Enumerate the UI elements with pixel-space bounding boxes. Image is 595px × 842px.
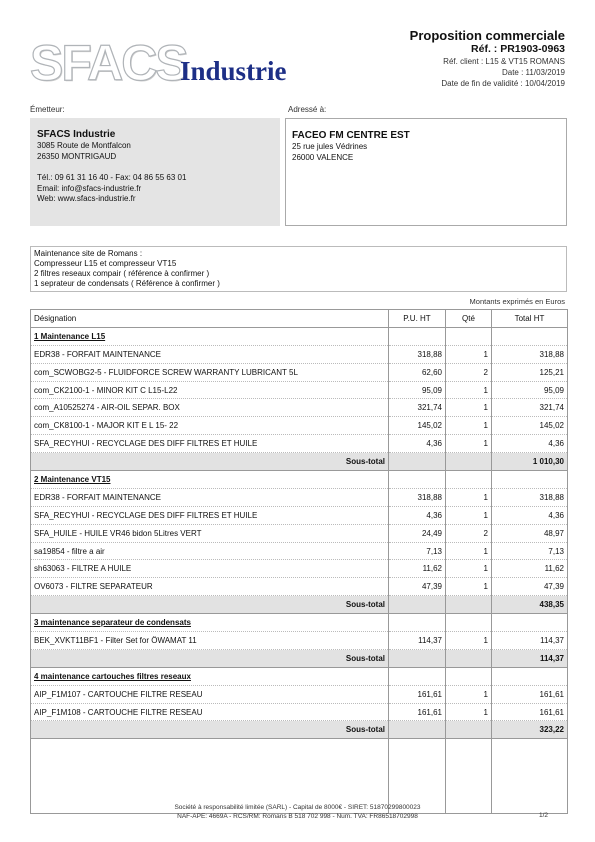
table-row [31, 506, 568, 524]
page-number: 1/2 [538, 812, 548, 819]
item-designation: EDR38 - FORFAIT MAINTENANCE [31, 345, 389, 363]
document-reference: Réf. : PR1903-0963 [471, 43, 565, 55]
emitter-phone: Tél.: 09 61 31 16 40 - Fax: 04 86 55 63 01 [37, 173, 187, 182]
document-date: Date : 11/03/2019 [501, 68, 565, 77]
item-unit-price: 161,61 [389, 703, 446, 721]
subtotal-row [31, 453, 568, 471]
description-line: 2 filtres reseaux compair ( référence à confirmer ) [34, 269, 210, 278]
emitter-web: Web: www.sfacs-industrie.fr [37, 194, 136, 203]
item-quantity: 1 [446, 435, 492, 453]
table-row [31, 345, 568, 363]
empty-cell [446, 721, 492, 739]
item-unit-price: 47,39 [389, 578, 446, 596]
subtotal-value: 114,37 [492, 649, 568, 667]
section-title: 3 maintenance separateur de condensats [31, 614, 389, 632]
item-designation: com_CK2100-1 - MINOR KIT C L15-L22 [31, 381, 389, 399]
item-unit-price: 11,62 [389, 560, 446, 578]
section-title: 1 Maintenance L15 [31, 327, 389, 345]
item-unit-price: 145,02 [389, 417, 446, 435]
section-title-row [31, 471, 568, 489]
item-unit-price: 4,36 [389, 435, 446, 453]
client-reference: Réf. client : L15 & VT15 ROMANS [443, 57, 565, 66]
item-quantity: 1 [446, 632, 492, 650]
empty-cell [446, 327, 492, 345]
item-designation: SFA_RECYHUI - RECYCLAGE DES DIFF FILTRES ET HUILE [31, 435, 389, 453]
item-unit-price: 7,13 [389, 542, 446, 560]
item-designation: OV6073 - FILTRE SEPARATEUR [31, 578, 389, 596]
table-row [31, 435, 568, 453]
document-title: Proposition commerciale [409, 28, 565, 43]
description-box [30, 246, 567, 292]
empty-cell [389, 667, 446, 685]
item-unit-price: 95,09 [389, 381, 446, 399]
recipient-address-line2: 26000 VALENCE [292, 152, 354, 162]
item-designation: sa19854 - filtre a air [31, 542, 389, 560]
logo-brand: SFACS [30, 35, 187, 91]
section-title-row [31, 327, 568, 345]
item-unit-price: 62,60 [389, 363, 446, 381]
item-total: 11,62 [492, 560, 568, 578]
subtotal-label: Sous-total [31, 649, 389, 667]
table-row [31, 363, 568, 381]
item-total: 7,13 [492, 542, 568, 560]
item-total: 145,02 [492, 417, 568, 435]
item-total: 47,39 [492, 578, 568, 596]
item-quantity: 1 [446, 488, 492, 506]
empty-cell [492, 667, 568, 685]
emitter-address-line2: 26350 MONTRIGAUD [37, 151, 117, 161]
table-row [31, 399, 568, 417]
footer-line1: Société à responsabilité limitée (SARL) - Capital de 8000€ - SIRET: 51870299800023 [174, 804, 421, 811]
section-title-row [31, 667, 568, 685]
logo-suffix: Industrie [180, 56, 287, 86]
empty-cell [389, 649, 446, 667]
emitter-box [30, 118, 280, 226]
table-row [31, 381, 568, 399]
section-title: 4 maintenance cartouches filtres reseaux [31, 667, 389, 685]
item-quantity: 1 [446, 560, 492, 578]
emitter-address-line1: 3085 Route de Montfalcon [37, 141, 131, 150]
item-designation: com_A10525274 - AIR-OIL SEPAR. BOX [31, 399, 389, 417]
recipient-box [285, 118, 567, 226]
item-unit-price: 161,61 [389, 685, 446, 703]
table-row [31, 524, 568, 542]
item-quantity: 1 [446, 685, 492, 703]
empty-cell [446, 614, 492, 632]
item-total: 318,88 [492, 345, 568, 363]
item-total: 161,61 [492, 703, 568, 721]
item-quantity: 1 [446, 399, 492, 417]
item-quantity: 1 [446, 345, 492, 363]
item-unit-price: 318,88 [389, 488, 446, 506]
empty-cell [389, 596, 446, 614]
table-row [31, 578, 568, 596]
item-total: 125,21 [492, 363, 568, 381]
item-total: 318,88 [492, 488, 568, 506]
subtotal-row [31, 721, 568, 739]
item-designation: com_CK8100-1 - MAJOR KIT E L 15- 22 [31, 417, 389, 435]
col-header-designation: Désignation [31, 310, 389, 328]
empty-cell [389, 453, 446, 471]
recipient-address-line1: 25 rue jules Védrines [292, 142, 368, 151]
subtotal-value: 1 010,30 [492, 453, 568, 471]
items-table [30, 309, 568, 814]
table-row [31, 685, 568, 703]
item-quantity: 2 [446, 363, 492, 381]
empty-cell [446, 649, 492, 667]
document-header [410, 28, 565, 89]
item-designation: AIP_F1M107 - CARTOUCHE FILTRE RESEAU [31, 685, 389, 703]
empty-cell [492, 327, 568, 345]
table-row [31, 703, 568, 721]
empty-cell [389, 327, 446, 345]
item-designation: SFA_HUILE - HUILE VR46 bidon 5Litres VERT [31, 524, 389, 542]
table-row [31, 632, 568, 650]
col-header-total: Total HT [492, 310, 568, 328]
legal-footer [0, 803, 595, 821]
recipient-name: FACEO FM CENTRE EST [292, 130, 410, 141]
empty-cell [389, 471, 446, 489]
amounts-currency-note: Montants exprimés en Euros [469, 297, 565, 306]
item-designation: sh63063 - FILTRE A HUILE [31, 560, 389, 578]
validity-date: Date de fin de validité : 10/04/2019 [441, 79, 565, 88]
table-row [31, 560, 568, 578]
item-unit-price: 318,88 [389, 345, 446, 363]
items-table-body [31, 327, 568, 813]
table-row [31, 417, 568, 435]
item-quantity: 2 [446, 524, 492, 542]
item-unit-price: 24,49 [389, 524, 446, 542]
item-total: 4,36 [492, 506, 568, 524]
company-logo [30, 34, 320, 92]
subtotal-label: Sous-total [31, 596, 389, 614]
table-row [31, 488, 568, 506]
item-designation: EDR38 - FORFAIT MAINTENANCE [31, 488, 389, 506]
section-title-row [31, 614, 568, 632]
item-unit-price: 114,37 [389, 632, 446, 650]
item-designation: SFA_RECYHUI - RECYCLAGE DES DIFF FILTRES ET HUILE [31, 506, 389, 524]
empty-cell [492, 471, 568, 489]
empty-cell [446, 596, 492, 614]
description-line: Maintenance site de Romans : [34, 249, 143, 258]
subtotal-row [31, 596, 568, 614]
subtotal-row [31, 649, 568, 667]
item-designation: BEK_XVKT11BF1 - Filter Set for ÖWAMAT 11 [31, 632, 389, 650]
emitter-email: Email: info@sfacs-industrie.fr [37, 183, 142, 193]
empty-cell [389, 721, 446, 739]
item-total: 114,37 [492, 632, 568, 650]
footer-line2: NAF-APE: 4669A - RCS/RM: Romans B 518 702 998 - Num. TVA: FR86518702998 [177, 813, 418, 820]
item-total: 95,09 [492, 381, 568, 399]
item-quantity: 1 [446, 542, 492, 560]
item-quantity: 1 [446, 703, 492, 721]
table-row [31, 542, 568, 560]
item-total: 161,61 [492, 685, 568, 703]
emitter-label: Émetteur: [30, 105, 65, 114]
subtotal-value: 438,35 [492, 596, 568, 614]
item-total: 48,97 [492, 524, 568, 542]
subtotal-label: Sous-total [31, 721, 389, 739]
col-header-unit-price: P.U. HT [389, 310, 446, 328]
col-header-quantity: Qté [446, 310, 492, 328]
item-unit-price: 4,36 [389, 506, 446, 524]
item-total: 4,36 [492, 435, 568, 453]
item-total: 321,74 [492, 399, 568, 417]
subtotal-value: 323,22 [492, 721, 568, 739]
item-unit-price: 321,74 [389, 399, 446, 417]
item-quantity: 1 [446, 506, 492, 524]
emitter-name: SFACS Industrie [37, 129, 116, 140]
item-quantity: 1 [446, 578, 492, 596]
empty-cell [446, 667, 492, 685]
table-header-row [31, 310, 568, 328]
empty-cell [446, 471, 492, 489]
item-quantity: 1 [446, 417, 492, 435]
empty-cell [389, 614, 446, 632]
item-designation: AIP_F1M108 - CARTOUCHE FILTRE RESEAU [31, 703, 389, 721]
section-title: 2 Maintenance VT15 [31, 471, 389, 489]
item-designation: com_SCWOBG2-5 - FLUIDFORCE SCREW WARRANTY LUBRICANT 5L [31, 363, 389, 381]
item-quantity: 1 [446, 381, 492, 399]
description-line: Compresseur L15 et compresseur VT15 [34, 259, 177, 268]
recipient-label: Adressé à: [288, 105, 327, 114]
description-line: 1 seprateur de condensats ( Référence à confirmer ) [34, 279, 220, 288]
empty-cell [446, 453, 492, 471]
empty-cell [492, 614, 568, 632]
subtotal-label: Sous-total [31, 453, 389, 471]
